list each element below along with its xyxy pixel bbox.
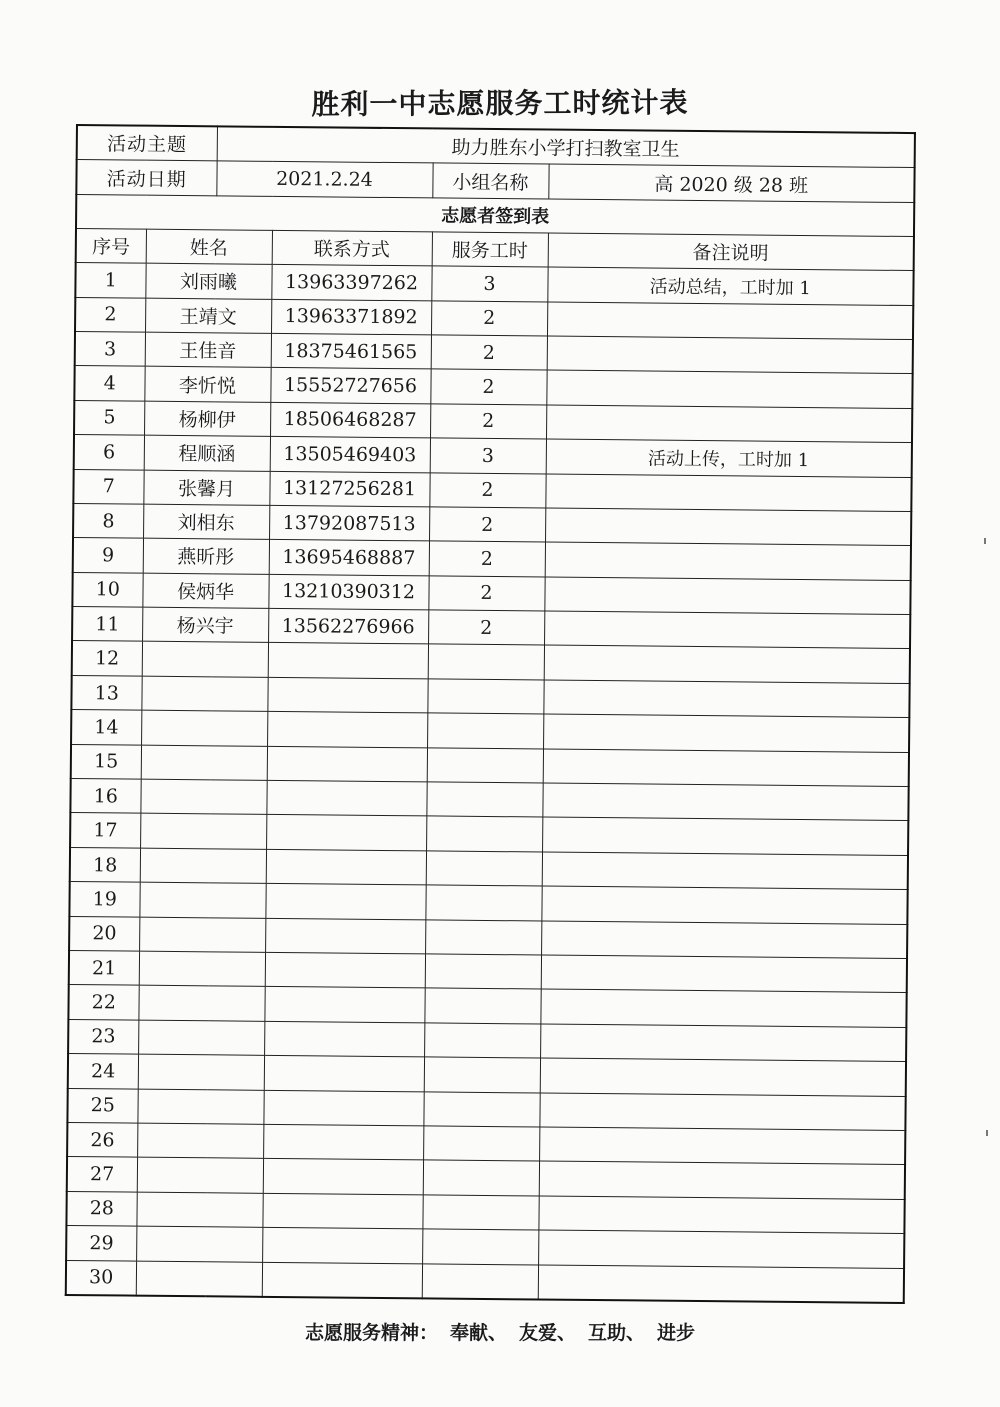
volunteer-name: 程顺涵 (144, 435, 270, 471)
phone-number (262, 1262, 422, 1298)
row-number: 1 (75, 263, 145, 298)
remark (547, 336, 913, 374)
row-number: 15 (71, 744, 141, 779)
phone-number (263, 1124, 423, 1160)
theme-value: 助力胜东小学打扫教室卫生 (217, 126, 915, 168)
phone-number (262, 1227, 422, 1263)
remark (543, 680, 909, 718)
volunteer-name (140, 779, 266, 815)
phone-number: 13127256281 (269, 471, 429, 507)
remark (541, 921, 907, 959)
phone-number (267, 677, 427, 713)
row-number: 28 (66, 1191, 136, 1226)
remark (538, 1264, 904, 1302)
volunteer-name: 刘相东 (143, 504, 269, 540)
service-hours: 3 (431, 266, 547, 302)
remark (543, 749, 909, 787)
service-hours (425, 954, 541, 990)
remark (539, 1127, 905, 1165)
phone-number (264, 1056, 424, 1092)
volunteer-name: 王佳音 (145, 332, 271, 368)
remark (542, 852, 908, 890)
hours-form (65, 124, 916, 1304)
row-number: 30 (66, 1260, 136, 1296)
volunteer-name (136, 1192, 262, 1228)
volunteer-name (141, 676, 267, 712)
scan-speck (986, 1130, 988, 1136)
service-hours (422, 1263, 538, 1299)
phone-number (267, 712, 427, 748)
phone-number: 13505469403 (270, 437, 430, 473)
phone-number (265, 952, 425, 988)
volunteer-name: 王靖文 (145, 298, 271, 334)
service-hours: 2 (429, 472, 545, 508)
row-number: 22 (68, 985, 138, 1020)
row-number: 27 (67, 1157, 137, 1192)
service-hours (427, 748, 543, 784)
service-hours (424, 988, 540, 1024)
signin-title: 志愿者签到表 (76, 194, 914, 236)
phone-number (263, 1159, 423, 1195)
volunteer-name (138, 986, 264, 1022)
phone-number: 15552727656 (270, 368, 430, 404)
footer-value: 进步 (657, 1322, 696, 1344)
phone-number (262, 1193, 422, 1229)
phone-number (264, 987, 424, 1023)
volunteer-name: 侯炳华 (142, 573, 268, 609)
service-hours (422, 1195, 538, 1231)
row-number: 11 (72, 607, 142, 642)
remark (545, 474, 911, 512)
volunteer-name (138, 1020, 264, 1056)
remark (541, 955, 907, 993)
service-hours: 2 (430, 369, 546, 405)
volunteer-name: 李忻悦 (144, 367, 270, 403)
footer-value: 奉献、 (449, 1322, 507, 1344)
column-header: 服务工时 (432, 232, 548, 267)
row-number: 16 (70, 779, 140, 814)
volunteer-name: 杨柳伊 (144, 401, 270, 437)
remark (542, 817, 908, 855)
remark (545, 542, 911, 580)
service-hours (423, 1160, 539, 1196)
volunteer-spirit-footer (0, 1318, 1000, 1345)
row-number: 23 (68, 1019, 138, 1054)
phone-number (263, 1090, 423, 1126)
row-number: 9 (73, 538, 143, 573)
volunteer-name (136, 1261, 262, 1297)
remark (546, 370, 912, 408)
service-hours (427, 679, 543, 715)
volunteer-table (65, 124, 916, 1304)
row-number: 25 (67, 1088, 137, 1123)
row-number: 4 (74, 366, 144, 401)
volunteer-name (137, 1123, 263, 1159)
date-value: 2021.2.24 (216, 161, 432, 197)
service-hours: 2 (430, 404, 546, 440)
row-number: 13 (71, 675, 141, 710)
remark (544, 577, 910, 615)
volunteer-name: 张馨月 (143, 470, 269, 506)
remark (538, 1196, 904, 1234)
phone-number (266, 780, 426, 816)
volunteer-name: 燕昕彤 (143, 538, 269, 574)
phone-number (265, 918, 425, 954)
column-header: 备注说明 (548, 233, 914, 271)
row-number: 17 (70, 813, 140, 848)
phone-number: 13792087513 (269, 505, 429, 541)
volunteer-name (139, 951, 265, 987)
footer-value: 友爱、 (518, 1322, 576, 1344)
remark (547, 302, 913, 340)
phone-number: 18506468287 (270, 402, 430, 438)
remark (539, 1093, 905, 1131)
row-number: 18 (70, 847, 140, 882)
service-hours (428, 644, 544, 680)
row-number: 24 (68, 1054, 138, 1089)
phone-number: 18375461565 (271, 333, 431, 369)
service-hours: 2 (428, 610, 544, 646)
group-value: 高 2020 级 28 班 (548, 164, 914, 202)
volunteer-name: 刘雨曦 (145, 263, 271, 299)
service-hours: 2 (431, 300, 547, 336)
row-number: 7 (73, 469, 143, 504)
remark (544, 645, 910, 683)
remark (544, 611, 910, 649)
volunteer-name (141, 745, 267, 781)
service-hours (423, 1091, 539, 1127)
remark (546, 405, 912, 443)
service-hours (424, 1057, 540, 1093)
volunteer-name (139, 882, 265, 918)
remark (540, 1024, 906, 1062)
remark (540, 989, 906, 1027)
phone-number: 13562276966 (268, 608, 428, 644)
row-number: 3 (75, 331, 145, 366)
row-number: 19 (69, 882, 139, 917)
phone-number (268, 643, 428, 679)
volunteer-name (140, 814, 266, 850)
service-hours (425, 919, 541, 955)
service-hours: 3 (430, 438, 546, 474)
row-number: 29 (66, 1226, 136, 1261)
column-header: 联系方式 (272, 231, 432, 267)
volunteer-name (138, 1054, 264, 1090)
row-number: 21 (69, 950, 139, 985)
column-header: 姓名 (146, 229, 272, 264)
volunteer-name (136, 1226, 262, 1262)
row-number: 8 (73, 503, 143, 538)
phone-number (267, 746, 427, 782)
row-number: 10 (72, 572, 142, 607)
service-hours: 2 (428, 576, 544, 612)
date-label: 活动日期 (76, 160, 216, 196)
volunteer-name (139, 917, 265, 953)
volunteer-name (141, 710, 267, 746)
footer-label: 志愿服务精神： (304, 1322, 438, 1344)
phone-number (266, 849, 426, 885)
row-number: 14 (71, 710, 141, 745)
service-hours: 2 (429, 507, 545, 543)
remark: 活动总结，工时加 1 (547, 267, 913, 305)
document-title: 胜利一中志愿服务工时统计表 (311, 86, 689, 121)
service-hours: 2 (431, 335, 547, 371)
service-hours (425, 885, 541, 921)
row-number: 6 (74, 435, 144, 470)
service-hours (424, 1023, 540, 1059)
remark (545, 508, 911, 546)
row-number: 20 (69, 916, 139, 951)
row-number: 12 (72, 641, 142, 676)
volunteer-name: 杨兴宇 (142, 607, 268, 643)
service-hours (426, 782, 542, 818)
theme-label: 活动主题 (77, 125, 217, 161)
service-hours (426, 851, 542, 887)
scan-speck (984, 538, 986, 544)
phone-number: 13963397262 (271, 265, 431, 301)
phone-number (265, 884, 425, 920)
volunteer-name (137, 1157, 263, 1193)
remark: 活动上传，工时加 1 (546, 439, 912, 477)
row-number: 5 (74, 400, 144, 435)
row-number: 2 (75, 297, 145, 332)
service-hours (426, 816, 542, 852)
group-label: 小组名称 (432, 163, 548, 199)
service-hours (422, 1229, 538, 1265)
phone-number (264, 1021, 424, 1057)
remark (540, 1058, 906, 1096)
service-hours (427, 713, 543, 749)
phone-number: 13963371892 (271, 299, 431, 335)
remark (538, 1230, 904, 1268)
phone-number (266, 815, 426, 851)
phone-number: 13210390312 (268, 574, 428, 610)
remark (541, 886, 907, 924)
row-number: 26 (67, 1122, 137, 1157)
remark (543, 714, 909, 752)
remark (542, 783, 908, 821)
remark (539, 1161, 905, 1199)
service-hours: 2 (429, 541, 545, 577)
footer-value: 互助、 (588, 1322, 646, 1344)
service-hours (423, 1126, 539, 1162)
column-header: 序号 (76, 229, 146, 264)
table-row (66, 1260, 904, 1303)
volunteer-name (137, 1089, 263, 1125)
phone-number: 13695468887 (269, 540, 429, 576)
volunteer-name (140, 848, 266, 884)
volunteer-name (142, 642, 268, 678)
